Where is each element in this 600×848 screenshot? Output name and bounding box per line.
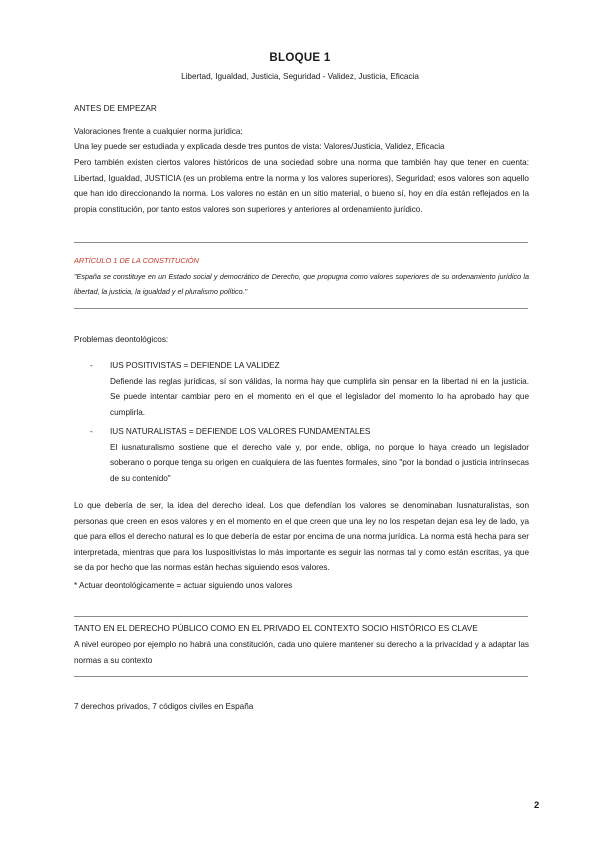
problemas-paragraph: Lo que debería de ser, la idea del derecho ideal. Los que defendían los valores se denominaban Iusnaturalistas, son personas que creen en esos valores y en el momento en el que creen que una ley no los respetan dejan esa ley de lado, ya que para ellos el derecho natural es lo que debería de estar por encima de una norma jurídica. La norma está hecha para ser interpretada, mientras que para los Iuspositivistas lo más importante es seguir las normas tal y como están escritas, ya que se da por hecho que las normas están hechas siguiendo esos valores. (74, 501, 529, 573)
page-subtitle: Libertad, Igualdad, Justicia, Seguridad - Validez, Justicia, Eficacia (181, 72, 419, 81)
problemas-note: * Actuar deontológicamente = actuar siguiendo unos valores (74, 581, 293, 590)
section-heading-problemas: Problemas deontológicos: (74, 335, 169, 344)
page-number: 2 (534, 800, 540, 811)
list-item-text: Defiende las reglas jurídicas, sí son válidas, la norma hay que cumplirla sin pensar en la libertad ni en la justicia. Se puede intentar cambiar pero en el momento en el que el legislador del momento lo ha aprobado hay que cumplirla. (110, 376, 529, 417)
list-item-text: El iusnaturalismo sostiene que el derecho vale y, por ende, obliga, no porque lo haya creado un legislador soberano o porque tenga su origen en cualquiera de las fuentes formales, sino "por la bondad o justicia intrínsecas de su contenido" (110, 442, 529, 483)
divider (74, 616, 528, 617)
bullet-dash: - (90, 427, 93, 436)
antes-line-1: Valoraciones frente a cualquier norma jurídica: (74, 127, 243, 136)
section-heading-antes: ANTES DE EMPEZAR (74, 104, 157, 113)
list-item-title: IUS POSITIVISTAS = DEFIENDE LA VALIDEZ (110, 361, 280, 370)
section-heading-tanto: TANTO EN EL DERECHO PÚBLICO COMO EN EL PRIVADO EL CONTEXTO SOCIO HISTÓRICO ES CLAVE (74, 624, 478, 633)
article-heading: ARTÍCULO 1 DE LA CONSTITUCIÓN (74, 256, 199, 265)
list-item-title: IUS NATURALISTAS = DEFIENDE LOS VALORES FUNDAMENTALES (110, 427, 371, 436)
bullet-dash: - (90, 361, 93, 370)
page-title: BLOQUE 1 (269, 52, 331, 64)
divider (74, 308, 528, 309)
divider (74, 242, 528, 243)
divider (74, 676, 528, 677)
antes-line-2: Una ley puede ser estudiada y explicada desde tres puntos de vista: Valores/Justicia, Validez, Eficacia (74, 142, 445, 151)
tanto-text: A nivel europeo por ejemplo no habrá una constitución, cada uno quiere mantener su derecho a la privacidad y a adaptar las normas a su contexto (74, 640, 529, 665)
antes-paragraph: Pero también existen ciertos valores históricos de una sociedad sobre una norma que también hay que tener en cuenta: Libertad, Igualdad, JUSTICIA (es un problema entre la norma y los valores superiores), Seguridad; esos valores son aquello que han ido direccionando la norma. Los valores no están en un sitio material, o bueno sí, hoy en día están reflejados en la propia constitución, por tanto estos valores son superiores y anteriores al ordenamiento jurídico. (74, 158, 529, 214)
final-line: 7 derechos privados, 7 códigos civiles en España (74, 702, 254, 711)
article-quote: "España se constituye en un Estado social y democrático de Derecho, que propugna como valores superiores de su ordenamiento jurídico la libertad, la justicia, la igualdad y el pluralismo político." (74, 272, 529, 296)
